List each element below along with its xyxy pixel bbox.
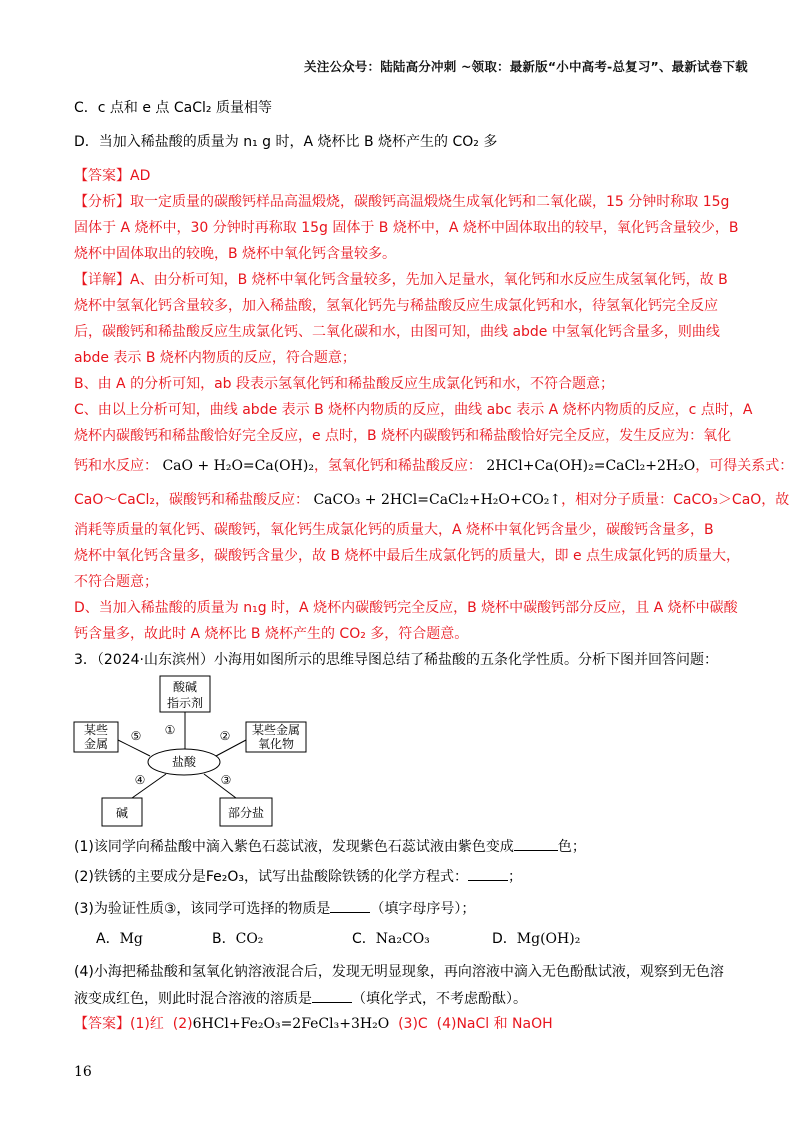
analysis-line-1: [74, 192, 729, 212]
analysis-label: 【分析】: [74, 194, 130, 210]
choice-label: A．: [96, 931, 120, 947]
sub-question-2: [74, 866, 522, 887]
box-metal-line2: 金属: [83, 737, 109, 751]
detail-line-2: 烧杯中氢氧化钙含量较多，加入稀盐酸，氢氧化钙先与稀盐酸反应生成氯化钙和水，待氢氧化钙完全反应: [74, 298, 718, 314]
sub-question-3: [74, 898, 475, 919]
detail-text: 钙和水反应：: [74, 458, 158, 474]
detail-text: ，相对分子质量：CaCO₃＞CaO，故: [561, 492, 790, 508]
detail-text: ，氢氧化钙和稀盐酸反应：: [313, 458, 482, 474]
choice-value: Mg: [119, 931, 143, 947]
page-number: 16: [74, 1064, 92, 1080]
analysis-text: 取一定质量的碳酸钙样品高温煅烧，碳酸钙高温煅烧生成氧化钙和二氧化碳，15 分钟时称取 15g: [130, 194, 730, 210]
sub-question-text: (1)该同学向稀盐酸中滴入紫色石蕊试液，发现紫色石蕊试液由紫色变成: [74, 839, 514, 855]
detail-line-5: B、由 A 的分析可知，ab 段表示氢氧化钙和稀盐酸反应生成氯化钙和水，不符合题意；: [74, 376, 614, 392]
detail-line-9: [74, 490, 789, 510]
analysis-line-3: 烧杯中固体取出的较晚，B 烧杯中氧化钙含量较多。: [74, 246, 397, 262]
sub-question-text: ；: [508, 869, 522, 885]
detail-text: CaO～CaCl₂，碳酸钙和稀盐酸反应：: [74, 492, 310, 508]
detail-line-12: 不符合题意；: [74, 574, 158, 590]
detail-line-13: D、当加入稀盐酸的质量为 n₁g 时，A 烧杯内碳酸钙完全反应，B 烧杯中碳酸钙部分反应，且 A 烧杯中碳酸: [74, 600, 738, 616]
formula-cao-water: CaO + H₂O=Ca(OH)₂: [162, 458, 314, 474]
question-3-stem: 3．（2024·山东滨州）小海用如图所示的思维导图总结了稀盐酸的五条化学性质。分析下图并回答问题：: [74, 652, 718, 668]
box-indicator-line2: 指示剂: [166, 696, 204, 710]
center-label: 盐酸: [171, 755, 197, 769]
detail-line-6: C、由以上分析可知，曲线 abde 表示 B 烧杯内物质的反应，曲线 abc 表示 A 烧杯内物质的反应，c 点时，A: [74, 402, 753, 418]
box-salt-label: 部分盐: [227, 806, 265, 820]
label-1: ①: [164, 723, 176, 737]
formula-hcl-caoh2: 2HCl+Ca(OH)₂=CaCl₂+2H₂O: [486, 458, 696, 474]
box-metal-line1: 某些: [83, 723, 109, 737]
answer-part-4: (4)NaCl 和 NaOH: [436, 1016, 553, 1032]
answer-part-2: (2): [172, 1016, 193, 1032]
detail-line-14: 钙含量多，故此时 A 烧杯比 B 烧杯产生的 CO₂ 多，符合题意。: [74, 626, 469, 642]
label-3: ③: [220, 773, 232, 787]
choice-label: D．: [492, 931, 517, 947]
detail-text: A、由分析可知，B 烧杯中氧化钙含量较多，先加入足量水，氧化钙和水反应生成氢氧化钙，故 B: [130, 272, 728, 288]
answer-blank[interactable]: [312, 988, 352, 1003]
choice-d: [492, 928, 580, 948]
detail-line-3: 后，碳酸钙和稀盐酸反应生成氯化钙、二氧化碳和水，由图可知，曲线 abde 中氢氧化钙含量多，则曲线: [74, 324, 720, 340]
formula-hcl-fe2o3: 6HCl+Fe₂O₃=2FeCl₃+3H₂O: [192, 1016, 390, 1032]
sub-question-4-line-1: (4)小海把稀盐酸和氢氧化钠溶液混合后，发现无明显现象，再向溶液中滴入无色酚酞试液，观察到无色溶: [74, 964, 724, 980]
choice-label: C．: [352, 931, 376, 947]
box-metal-oxide-line1: 某些金属: [251, 723, 301, 737]
sub-question-text: (2)铁锈的主要成分是: [74, 869, 206, 885]
sub-question-1: [74, 836, 586, 857]
formula-fe2o3: Fe₂O₃: [205, 869, 244, 885]
sub-question-text: （填化学式，不考虑酚酞）。: [352, 991, 527, 1007]
detail-line-4: abde 表示 B 烧杯内物质的反应，符合题意；: [74, 350, 356, 366]
detail-label: 【详解】: [74, 272, 130, 288]
choice-a: [96, 928, 143, 948]
sub-question-4-line-2: [74, 988, 527, 1009]
label-4: ④: [134, 773, 146, 787]
answer-value: AD: [130, 168, 151, 184]
box-base-label: 碱: [115, 806, 129, 820]
sub-question-text: 色；: [557, 839, 586, 855]
answer-1: [74, 166, 150, 186]
sub-question-text: （填字母序号）；: [370, 901, 476, 917]
choice-b: [212, 928, 263, 948]
choice-label: B．: [212, 931, 236, 947]
detail-line-1: [74, 270, 728, 290]
choice-value: CO₂: [235, 931, 264, 947]
answer-label: 【答案】: [74, 1016, 130, 1032]
detail-line-10: 消耗等质量的氧化钙、碳酸钙，氧化钙生成氯化钙的质量大，A 烧杯中氧化钙含量少，碳酸钙含量多，B: [74, 522, 714, 538]
choice-c: [352, 928, 430, 948]
detail-text: ，可得关系式：: [695, 458, 794, 474]
box-indicator-line1: 酸碱: [172, 680, 198, 694]
detail-line-7: 烧杯内碳酸钙和稀盐酸恰好完全反应，e 点时，B 烧杯内碳酸钙和稀盐酸恰好完全反应，发生反应为：氧化: [74, 428, 732, 444]
answer-label: 【答案】: [74, 168, 130, 184]
detail-line-11: 烧杯中氧化钙含量多，碳酸钙含量少，故 B 烧杯中最后生成氯化钙的质量大，即 e 点生成氯化钙的质量大，: [74, 548, 741, 564]
page-header: 关注公众号：陆陆高分冲刺 ~领取：最新版“小中高考-总复习”、最新试卷下载: [304, 59, 748, 74]
label-2: ②: [219, 729, 231, 743]
label-5: ⑤: [130, 729, 142, 743]
option-d: D．当加入稀盐酸的质量为 n₁ g 时，A 烧杯比 B 烧杯产生的 CO₂ 多: [74, 134, 498, 150]
detail-line-8: [74, 456, 793, 476]
sub-question-text: ，试写出盐酸除铁锈的化学方程式：: [244, 869, 468, 885]
sub-question-text: (3)为验证性质③，该同学可选择的物质是: [74, 901, 331, 917]
answer-part-1: (1)红: [130, 1016, 164, 1032]
option-c: C．c 点和 e 点 CaCl₂ 质量相等: [74, 100, 272, 116]
formula-caco3-hcl: CaCO₃ + 2HCl=CaCl₂+H₂O+CO₂↑: [313, 492, 562, 508]
sub-question-text: 液变成红色，则此时混合溶液的溶质是: [74, 991, 312, 1007]
answer-3: [74, 1014, 553, 1034]
analysis-line-2: 固体于 A 烧杯中，30 分钟时再称取 15g 固体于 B 烧杯中，A 烧杯中固体取出的较早，氧化钙含量较少，B: [74, 220, 739, 236]
answer-part-3: (3)C: [398, 1016, 428, 1032]
box-metal-oxide-line2: 氧化物: [257, 737, 295, 751]
choice-value: Mg(OH)₂: [516, 931, 581, 947]
answer-blank[interactable]: [514, 836, 558, 851]
mind-map-diagram: [70, 672, 310, 832]
answer-blank[interactable]: [468, 866, 508, 881]
choice-value: Na₂CO₃: [375, 931, 430, 947]
answer-blank[interactable]: [330, 898, 370, 913]
